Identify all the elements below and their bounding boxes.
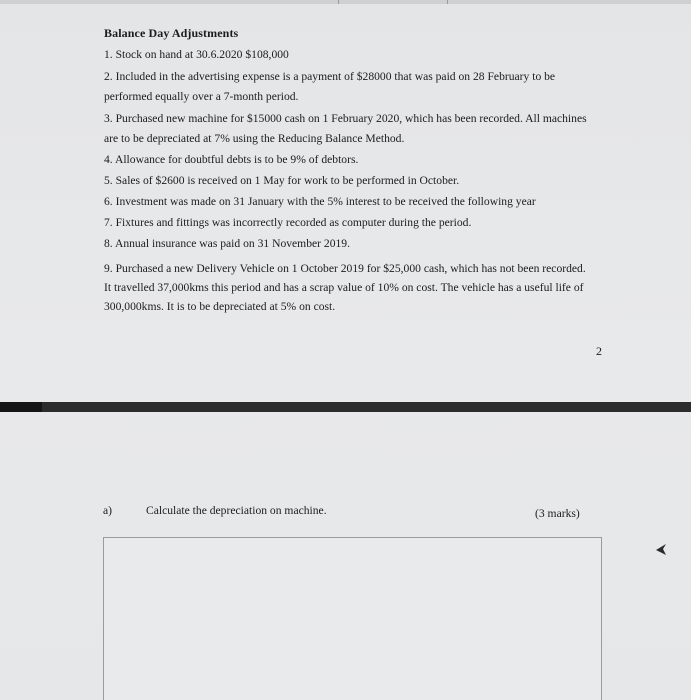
question-text: Calculate the depreciation on machine. — [146, 504, 327, 517]
adjustment-item-8: 8. Annual insurance was paid on 31 November 2019. — [104, 237, 350, 250]
adjustment-item-1: 1. Stock on hand at 30.6.2020 $108,000 — [104, 48, 289, 61]
adjustment-item-9-line-2: It travelled 37,000kms this period and has a scrap value of 10% on cost. The vehicle has a useful life of — [104, 281, 584, 294]
mouse-pointer-icon — [655, 543, 667, 562]
adjustment-item-2-line-1: 2. Included in the advertising expense is a payment of $28000 that was paid on 28 February to be — [104, 70, 556, 83]
adjustment-item-2-line-2: performed equally over a 7-month period. — [104, 90, 299, 103]
question-letter: a) — [103, 504, 113, 517]
question-marks: (3 marks) — [535, 507, 580, 520]
section-title: Balance Day Adjustments — [104, 26, 239, 40]
page-number: 2 — [596, 344, 602, 358]
divider-shadow — [0, 402, 42, 412]
adjustment-item-3-line-1: 3. Purchased new machine for $15000 cash on 1 February 2020, which has been recorded. All machines — [104, 112, 587, 125]
adjustment-item-4: 4. Allowance for doubtful debts is to be 9% of debtors. — [104, 153, 359, 166]
answer-box[interactable] — [103, 537, 602, 700]
adjustment-item-6: 6. Investment was made on 31 January with the 5% interest to be received the following year — [104, 195, 536, 208]
adjustment-item-9-line-3: 300,000kms. It is to be depreciated at 5% on cost. — [104, 300, 336, 313]
adjustment-item-7: 7. Fixtures and fittings was incorrectly recorded as computer during the period. — [104, 216, 472, 229]
adjustment-item-3-line-2: are to be depreciated at 7% using the Reducing Balance Method. — [104, 132, 405, 145]
page-divider — [0, 402, 691, 412]
adjustment-item-9-line-1: 9. Purchased a new Delivery Vehicle on 1 October 2019 for $25,000 cash, which has not been recorded. — [104, 262, 586, 275]
adjustment-item-5: 5. Sales of $2600 is received on 1 May for work to be performed in October. — [104, 174, 460, 187]
